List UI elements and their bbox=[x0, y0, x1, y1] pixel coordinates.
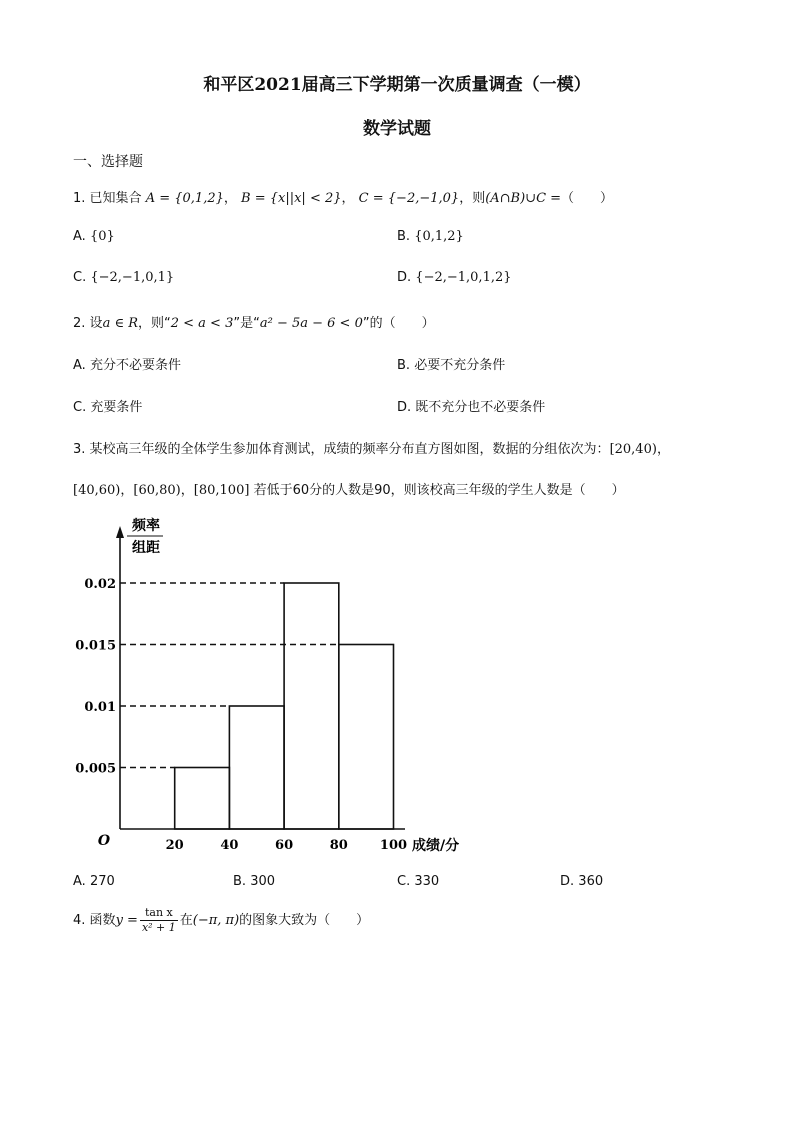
x-tick-label: 40 bbox=[220, 838, 239, 853]
y-tick-label: 0.005 bbox=[75, 761, 116, 777]
q4-number: 4. bbox=[73, 913, 86, 928]
q3-option-a bbox=[73, 874, 115, 889]
q4-numerator: tan x bbox=[140, 906, 178, 921]
option-text: {0,1,2} bbox=[414, 229, 464, 244]
question-3-line-2 bbox=[73, 479, 625, 498]
q3-number: 3. bbox=[73, 442, 86, 457]
x-tick-label: 80 bbox=[329, 838, 348, 853]
option-label: C. bbox=[73, 270, 87, 285]
q1-set-c: C = {−2,−1,0} bbox=[358, 191, 460, 206]
option-text: 既不充分也不必要条件 bbox=[415, 400, 546, 415]
option-label: D. bbox=[397, 270, 412, 285]
q4-interval: (−π, π) bbox=[192, 913, 240, 928]
q3-group-1: [20,40) bbox=[609, 442, 657, 457]
x-axis-label: 成绩/分 bbox=[412, 838, 460, 854]
option-label: D. bbox=[560, 874, 575, 889]
q4-fraction bbox=[140, 906, 178, 935]
q2-text-2: ，则“ bbox=[138, 316, 171, 331]
q3-comma-3: ， bbox=[180, 483, 194, 498]
q1-text-1: 已知集合 bbox=[89, 191, 142, 206]
option-text: 270 bbox=[89, 874, 115, 889]
q1-sep-1: ， bbox=[223, 191, 237, 206]
option-label: C. bbox=[397, 874, 411, 889]
question-1 bbox=[73, 187, 613, 206]
x-tick-label: 60 bbox=[275, 838, 294, 853]
x-tick-label: 20 bbox=[165, 838, 184, 853]
y-axis-label-bottom: 组距 bbox=[132, 540, 160, 556]
q2-number: 2. bbox=[73, 316, 86, 331]
option-text: 330 bbox=[414, 874, 440, 889]
frequency-histogram bbox=[0, 510, 794, 870]
x-tick-label: 100 bbox=[379, 838, 408, 853]
option-label: A. bbox=[73, 874, 86, 889]
y-axis-label-top: 频率 bbox=[132, 518, 160, 534]
q1-text-2: ，则 bbox=[459, 191, 486, 206]
q3-group-2: [40,60) bbox=[73, 483, 121, 498]
option-text: 360 bbox=[578, 874, 604, 889]
q2-text-4: ”的（ ） bbox=[362, 316, 435, 331]
y-tick-label: 0.01 bbox=[84, 700, 116, 715]
q1-set-a: A = {0,1,2} bbox=[145, 191, 224, 206]
question-3-line-1 bbox=[73, 438, 670, 457]
question-2 bbox=[73, 312, 435, 331]
option-text: 必要不充分条件 bbox=[414, 358, 506, 373]
histogram-bar bbox=[339, 645, 394, 830]
q4-text-2: 在 bbox=[179, 913, 193, 928]
q1-paren: （ ） bbox=[561, 191, 614, 206]
q1-expression: (A∩B)∪C = bbox=[485, 191, 562, 206]
histogram-bar bbox=[229, 706, 284, 829]
y-tick-label: 0.02 bbox=[84, 577, 116, 592]
q4-lhs: y = bbox=[115, 913, 138, 928]
q1-option-b bbox=[397, 229, 464, 244]
option-label: B. bbox=[397, 358, 411, 373]
q1-set-b: B = {x||x| < 2} bbox=[241, 191, 342, 206]
histogram-bar bbox=[175, 768, 230, 830]
q1-option-d bbox=[397, 270, 512, 285]
q3-option-b bbox=[233, 874, 275, 889]
q3-text-2: 若低于60分的人数是90，则该校高三年级的学生人数是（ ） bbox=[253, 483, 625, 498]
q4-denominator: x² + 1 bbox=[141, 921, 176, 934]
y-axis-arrow bbox=[116, 526, 124, 538]
option-label: A. bbox=[73, 229, 86, 244]
q3-group-3: [60,80) bbox=[133, 483, 181, 498]
option-text: {−2,−1,0,1} bbox=[90, 270, 175, 285]
q3-option-c bbox=[397, 874, 439, 889]
y-tick-label: 0.015 bbox=[75, 638, 116, 654]
q1-option-c bbox=[73, 270, 174, 285]
q3-comma-2: ， bbox=[120, 483, 134, 498]
q3-group-4: [80,100] bbox=[193, 483, 250, 498]
option-label: B. bbox=[397, 229, 411, 244]
q1-number: 1. bbox=[73, 191, 86, 206]
q1-sep-2: ， bbox=[341, 191, 355, 206]
q3-comma-1: ， bbox=[656, 442, 670, 457]
q3-text-1: 某校高三年级的全体学生参加体育测试，成绩的频率分布直方图如图，数据的分组依次为： bbox=[89, 442, 610, 457]
q2-inequality-1: 2 < a < 3 bbox=[170, 316, 234, 331]
option-label: C. bbox=[73, 400, 87, 415]
q4-text-3: 的图象大致为（ ） bbox=[239, 913, 370, 928]
section-label: 一、选择题 bbox=[73, 154, 143, 170]
q3-option-d bbox=[560, 874, 603, 889]
option-text: 300 bbox=[250, 874, 276, 889]
q2-option-d bbox=[397, 396, 545, 415]
q2-option-c bbox=[73, 396, 142, 415]
question-4 bbox=[73, 906, 369, 935]
page-subtitle: 数学试题 bbox=[363, 119, 431, 139]
origin-label: O bbox=[97, 833, 111, 849]
option-text: {0} bbox=[89, 229, 115, 244]
q2-condition: a ∈ R bbox=[102, 316, 138, 331]
option-label: D. bbox=[397, 400, 412, 415]
option-text: 充要条件 bbox=[90, 400, 143, 415]
option-label: A. bbox=[73, 358, 86, 373]
histogram-bar bbox=[284, 583, 339, 829]
q1-option-a bbox=[73, 229, 115, 244]
q2-option-b bbox=[397, 354, 505, 373]
q4-text-1: 函数 bbox=[89, 913, 116, 928]
option-text: {−2,−1,0,1,2} bbox=[415, 270, 512, 285]
page-title: 和平区2021届高三下学期第一次质量调查（一模） bbox=[203, 75, 591, 95]
q2-option-a bbox=[73, 354, 181, 373]
option-text: 充分不必要条件 bbox=[89, 358, 181, 373]
option-label: B. bbox=[233, 874, 247, 889]
q2-text-1: 设 bbox=[89, 316, 103, 331]
q2-text-3: ”是“ bbox=[233, 316, 260, 331]
q2-inequality-2: a² − 5a − 6 < 0 bbox=[259, 316, 363, 331]
